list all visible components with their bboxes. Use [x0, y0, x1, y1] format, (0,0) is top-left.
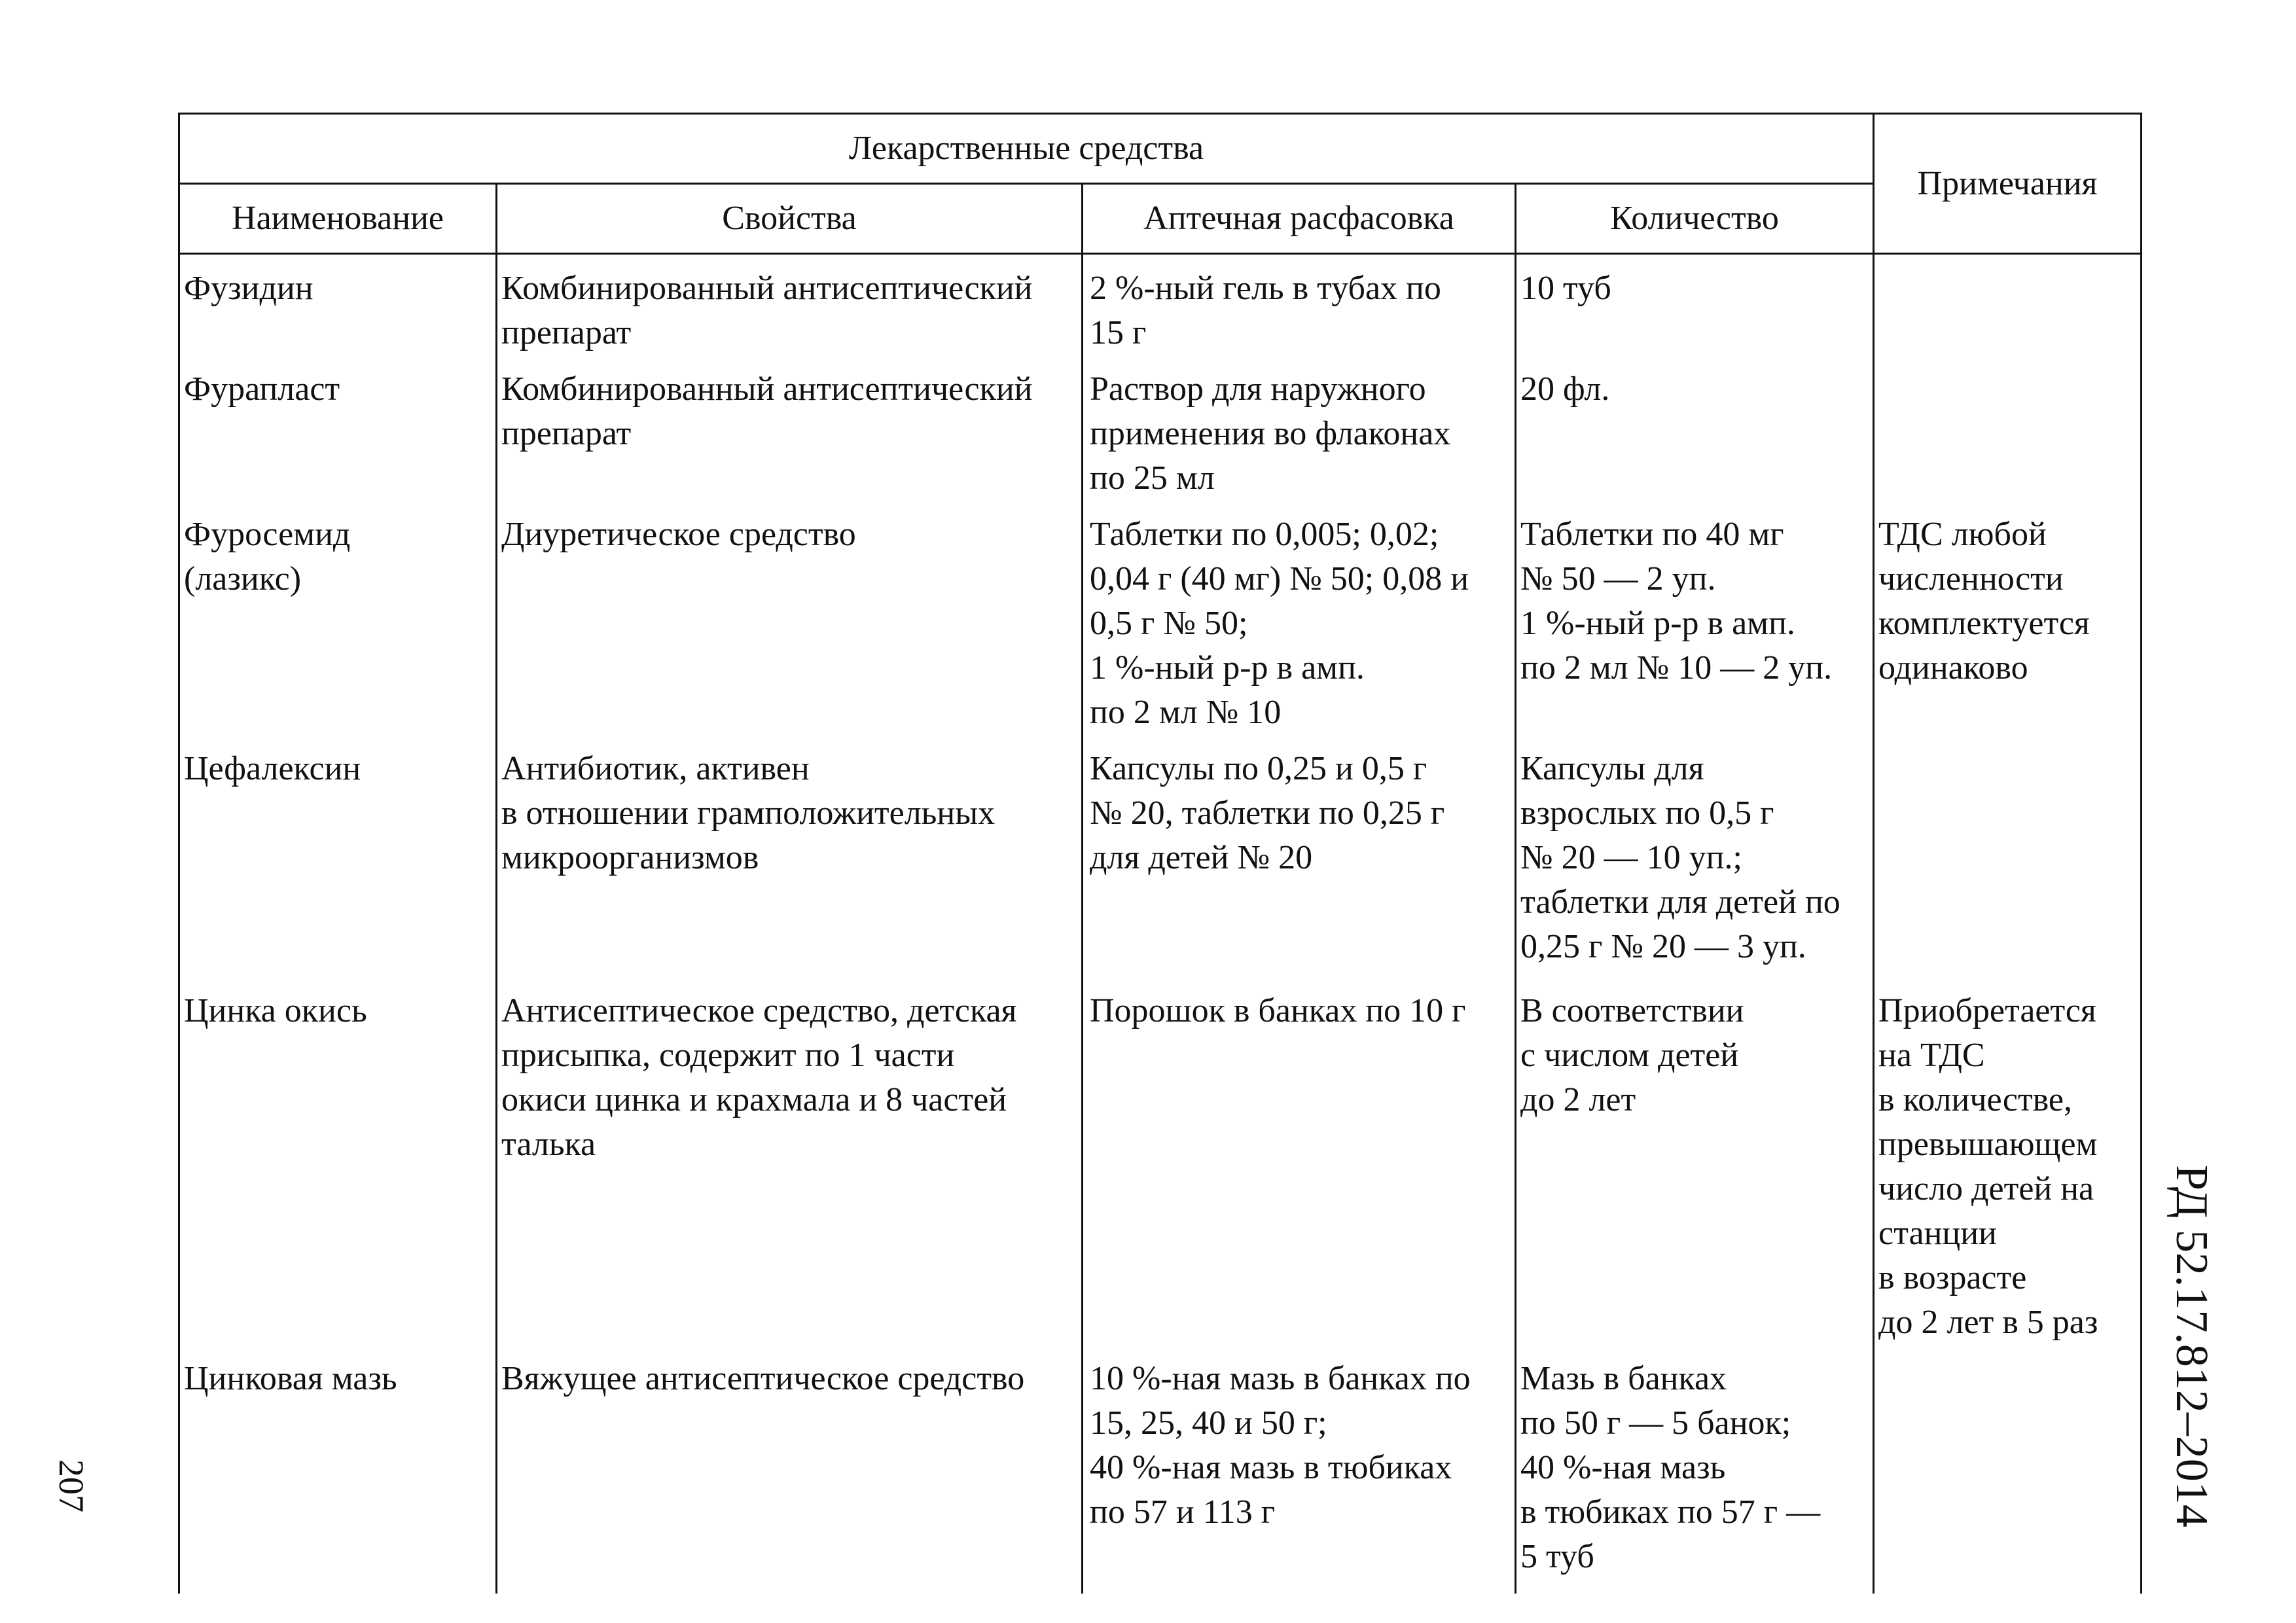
cell-line: по 2 мл № 10 — 2 уп. [1520, 649, 1833, 687]
cell-name [179, 355, 497, 501]
cell-name [179, 735, 497, 977]
column-header-quantity: Количество [1516, 184, 1874, 254]
cell-name [179, 501, 497, 735]
cell-line: с числом детей [1520, 1037, 1739, 1074]
cell-line: применения во флаконах [1090, 415, 1451, 452]
document-code: РД 52.17.812–2014 [2166, 1165, 2217, 1527]
cell-properties [497, 735, 1083, 977]
cell-line: ТДС любой [1878, 516, 2047, 553]
cell-line: Таблетки по 0,005; 0,02; [1090, 516, 1439, 553]
cell-packaging [1083, 977, 1516, 1345]
cell-line: микроорганизмов [501, 839, 759, 876]
cell-line: в возрасте [1878, 1259, 2027, 1296]
cell-quantity [1516, 735, 1874, 977]
cell-line: Порошок в банках по 10 г [1090, 992, 1466, 1029]
cell-line: № 20, таблетки по 0,25 г [1090, 794, 1445, 832]
cell-line: Фуросемид [184, 516, 351, 553]
cell-line: препарат [501, 314, 632, 351]
cell-line: комплектуется [1878, 605, 2090, 642]
cell-line: Диуретическое средство [501, 516, 856, 553]
cell-line: 40 %-ная мазь [1520, 1449, 1726, 1486]
cell-line: Раствор для наружного [1090, 370, 1426, 408]
cell-packaging [1083, 254, 1516, 356]
cell-properties [497, 355, 1083, 501]
cell-line: Цефалексин [184, 750, 361, 787]
cell-packaging [1083, 1345, 1516, 1594]
cell-packaging [1083, 501, 1516, 735]
cell-line: Капсулы по 0,25 и 0,5 г [1090, 750, 1427, 787]
cell-line: № 20 — 10 уп.; [1520, 839, 1742, 876]
cell-properties [497, 1345, 1083, 1594]
cell-line: Антисептическое средство, детская [501, 992, 1017, 1029]
table-row [179, 1345, 2142, 1594]
cell-line: (лазикс) [184, 560, 302, 597]
cell-notes [1874, 254, 2142, 356]
cell-line: Фурапласт [184, 370, 340, 408]
page-number: 207 [52, 1459, 91, 1512]
cell-line: Фузидин [184, 270, 314, 307]
notes-header: Примечания [1874, 114, 2142, 254]
column-header-properties: Свойства [497, 184, 1083, 254]
cell-line: 15, 25, 40 и 50 г; [1090, 1404, 1327, 1442]
cell-line: Антибиотик, активен [501, 750, 810, 787]
cell-name [179, 977, 497, 1345]
table-body [179, 254, 2142, 1594]
cell-line: талька [501, 1126, 596, 1163]
cell-quantity [1516, 977, 1874, 1345]
cell-line: 0,04 г (40 мг) № 50; 0,08 и [1090, 560, 1469, 597]
cell-quantity [1516, 254, 1874, 356]
cell-quantity [1516, 501, 1874, 735]
cell-packaging [1083, 355, 1516, 501]
cell-line: окиси цинка и крахмала и 8 частей [501, 1081, 1007, 1118]
cell-line: 0,25 г № 20 — 3 уп. [1520, 928, 1806, 965]
cell-line: 1 %-ный р-р в амп. [1090, 649, 1365, 687]
cell-line: № 50 — 2 уп. [1520, 560, 1716, 597]
cell-line: Комбинированный антисептический [501, 270, 1033, 307]
cell-quantity [1516, 1345, 1874, 1594]
cell-notes [1874, 735, 2142, 977]
cell-line: до 2 лет [1520, 1081, 1636, 1118]
table-row [179, 501, 2142, 735]
cell-line: Вяжущее антисептическое средство [501, 1360, 1025, 1397]
cell-line: численности [1878, 560, 2064, 597]
cell-line: 10 туб [1520, 270, 1611, 307]
cell-line: по 57 и 113 г [1090, 1493, 1276, 1531]
cell-line: 2 %-ный гель в тубах по [1090, 270, 1441, 307]
cell-line: в отношении грамположительных [501, 794, 996, 832]
cell-line: 10 %-ная мазь в банках по [1090, 1360, 1471, 1397]
cell-line: 40 %-ная мазь в тюбиках [1090, 1449, 1452, 1486]
group-header: Лекарственные средства [179, 114, 1874, 184]
column-header-name: Наименование [179, 184, 497, 254]
cell-line: станции [1878, 1215, 1997, 1252]
cell-properties [497, 254, 1083, 356]
cell-line: Таблетки по 40 мг [1520, 516, 1784, 553]
medicines-table [178, 113, 2142, 1594]
cell-notes [1874, 355, 2142, 501]
cell-line: по 2 мл № 10 [1090, 694, 1282, 731]
cell-properties [497, 977, 1083, 1345]
cell-line: 20 фл. [1520, 370, 1610, 408]
cell-line: 15 г [1090, 314, 1147, 351]
cell-line: препарат [501, 415, 632, 452]
cell-notes [1874, 977, 2142, 1345]
cell-line: для детей № 20 [1090, 839, 1313, 876]
cell-line: 0,5 г № 50; [1090, 605, 1248, 642]
cell-line: Приобретается [1878, 992, 2096, 1029]
table-row [179, 254, 2142, 356]
cell-line: до 2 лет в 5 раз [1878, 1304, 2098, 1341]
cell-line: на ТДС [1878, 1037, 1985, 1074]
cell-line: Капсулы для [1520, 750, 1704, 787]
cell-line: в тюбиках по 57 г — [1520, 1493, 1821, 1531]
cell-line: взрослых по 0,5 г [1520, 794, 1774, 832]
table-row [179, 355, 2142, 501]
cell-line: В соответствии [1520, 992, 1744, 1029]
table-row [179, 977, 2142, 1345]
cell-line: по 50 г — 5 банок; [1520, 1404, 1791, 1442]
column-header-packaging: Аптечная расфасовка [1083, 184, 1516, 254]
cell-line: Мазь в банках [1520, 1360, 1727, 1397]
cell-line: по 25 мл [1090, 459, 1215, 497]
cell-line: превышающем [1878, 1126, 2098, 1163]
cell-line: одинаково [1878, 649, 2028, 687]
cell-packaging [1083, 735, 1516, 977]
cell-name [179, 254, 497, 356]
cell-line: 1 %-ный р-р в амп. [1520, 605, 1795, 642]
cell-line: 5 туб [1520, 1538, 1594, 1575]
cell-line: таблетки для детей по [1520, 883, 1840, 921]
cell-line: в количестве, [1878, 1081, 2072, 1118]
cell-notes [1874, 1345, 2142, 1594]
cell-properties [497, 501, 1083, 735]
cell-line: Цинковая мазь [184, 1360, 397, 1397]
cell-line: присыпка, содержит по 1 части [501, 1037, 955, 1074]
cell-line: Цинка окись [184, 992, 367, 1029]
cell-quantity [1516, 355, 1874, 501]
cell-line: число детей на [1878, 1170, 2094, 1207]
table-row [179, 735, 2142, 977]
cell-name [179, 1345, 497, 1594]
cell-line: Комбинированный антисептический [501, 370, 1033, 408]
cell-notes [1874, 501, 2142, 735]
